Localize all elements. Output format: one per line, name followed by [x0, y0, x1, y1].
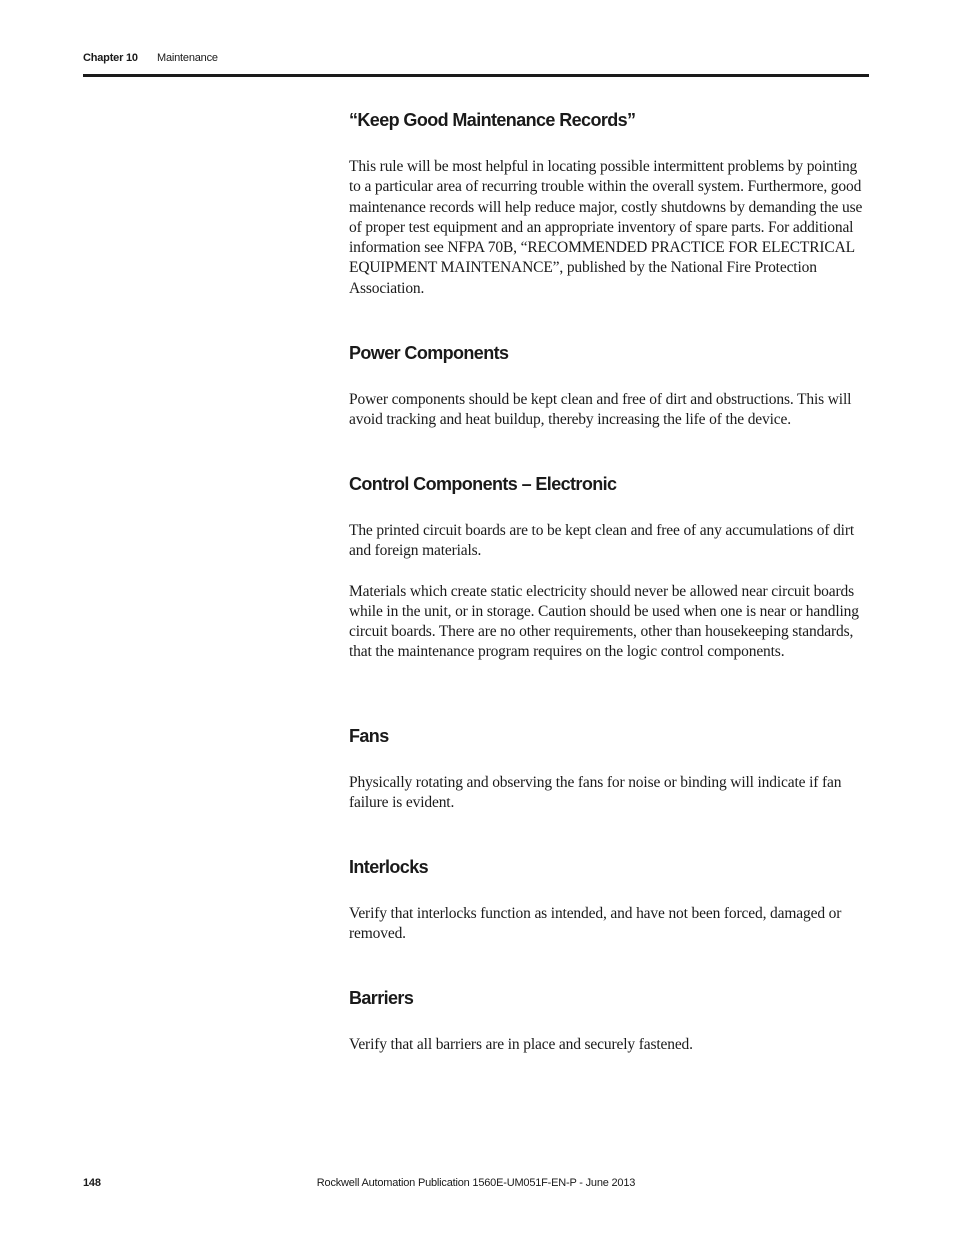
section-heading: Barriers [349, 988, 414, 1008]
section-heading: Interlocks [349, 857, 429, 877]
section-fans [349, 724, 869, 814]
page-number: 148 [83, 1177, 101, 1189]
section-paragraph: This rule will be most helpful in locating possible intermittent problems by pointing to a particular area of recurring trouble within the overall system. Furthermore, good maintenance records will help reduce major, costly shutdowns by demanding the use of proper test equipment and an appropriate inventory of spare parts. For additional information see NFPA 70B, “RECOMMENDED PRACTICE FOR ELECTRICAL EQUIPMENT MAINTENANCE”, published by the National Fire Protection Association. [349, 158, 863, 297]
section-power-components [349, 341, 869, 431]
chapter-label: Chapter 10 [83, 52, 138, 64]
section-maintenance-records [349, 108, 869, 299]
section-barriers [349, 986, 869, 1055]
page-footer [83, 1177, 869, 1195]
section-paragraph: The printed circuit boards are to be kept clean and free of any accumulations of dirt and foreign materials. [349, 522, 854, 560]
page-header [83, 52, 869, 78]
section-paragraph: Physically rotating and observing the fans for noise or binding will indicate if fan failure is evident. [349, 774, 842, 812]
section-paragraph: Verify that interlocks function as intended, and have not been forced, damaged or removed. [349, 905, 842, 943]
section-heading: Fans [349, 726, 389, 746]
section-paragraph: Materials which create static electricity should never be allowed near circuit boards while in the unit, or in storage. Caution should be used when one is near or handling circuit boards. There are no other requirements, other than housekeeping standards, that the maintenance program requires on the logic control components. [349, 582, 859, 661]
section-paragraph: Power components should be kept clean and free of dirt and obstructions. This will avoid tracking and heat buildup, thereby increasing the life of the device. [349, 391, 852, 429]
section-heading: Power Components [349, 343, 509, 363]
section-interlocks [349, 855, 869, 945]
section-heading: “Keep Good Maintenance Records” [349, 110, 636, 130]
section-paragraph: Verify that all barriers are in place and securely fastened. [349, 1036, 693, 1053]
section-heading: Control Components – Electronic [349, 474, 617, 494]
section-control-components [349, 472, 869, 663]
section-label: Maintenance [157, 52, 218, 64]
header-rule [83, 74, 869, 77]
publication-info: Rockwell Automation Publication 1560E-UM051F-EN-P - June 2013 [316, 1177, 636, 1189]
